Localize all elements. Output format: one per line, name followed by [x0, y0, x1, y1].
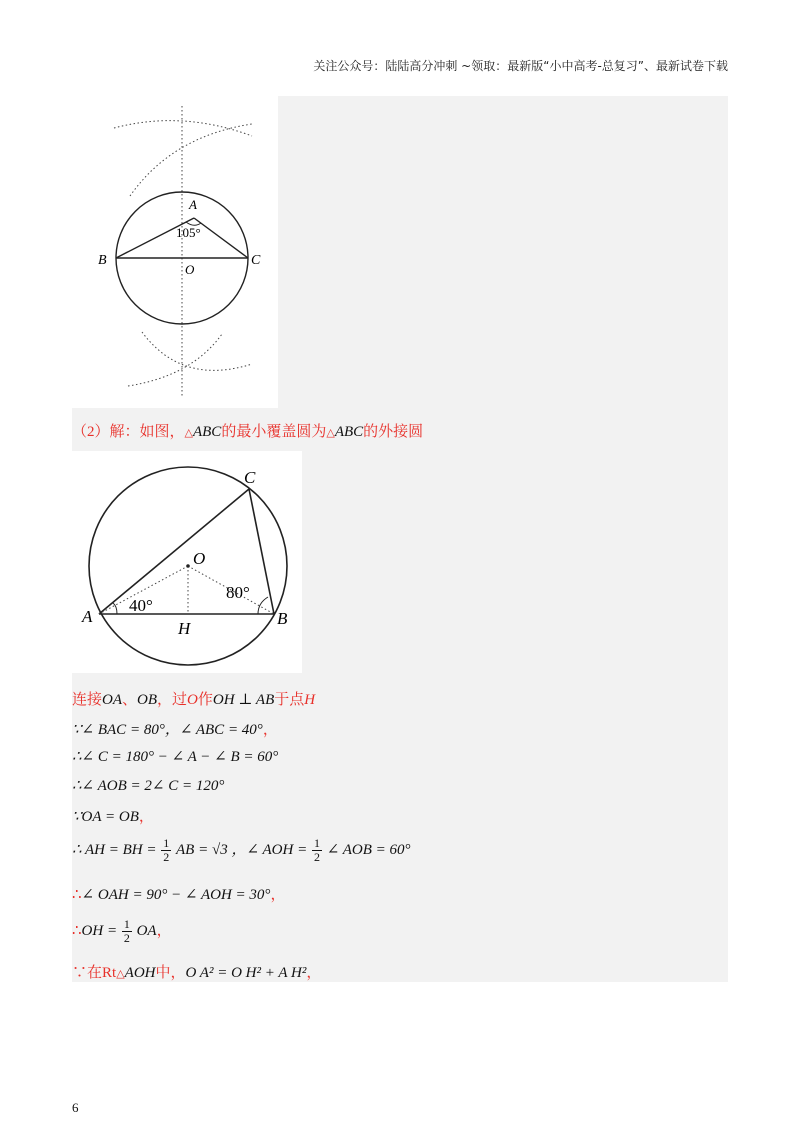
- label-angle-40: 40°: [129, 596, 153, 615]
- label-o: O: [193, 549, 206, 568]
- page-header: 关注公众号：陆陆高分冲刺 ~领取：最新版“小中高考-总复习”、最新试卷下载: [313, 59, 728, 73]
- lower-arc-1: [142, 332, 252, 370]
- fraction-half-2: $\frac{1}{2}$: [313, 836, 320, 864]
- angle-b-arc: [258, 597, 268, 614]
- fraction-half-1: $\frac{1}{2}$: [163, 836, 170, 864]
- figure-construction-svg: [72, 96, 278, 408]
- figure-circumcircle: [72, 451, 302, 673]
- part2-statement: （2）解：如图，△ABC的最小覆盖圆为△ABC的外接圆: [72, 424, 424, 440]
- step-angle-oah: ∴∠ OAH = 90° − ∠ AOH = 30°，: [72, 887, 286, 903]
- label-b: B: [98, 253, 107, 268]
- label-angle-105: 105°: [176, 225, 201, 240]
- step-pythagoras: ∵在Rt△AOH中，O A² = O H² + A H²，: [72, 965, 322, 981]
- label-h: H: [178, 619, 191, 638]
- step-angle-c: ∴∠ C = 180° − ∠ A − ∠ B = 60°: [72, 749, 279, 765]
- page-number: 6: [72, 1100, 79, 1115]
- segment-ac: [194, 218, 248, 258]
- label-a: A: [82, 607, 93, 626]
- step-connect: 连接OA、OB，过O作OH ⊥ AB于点H: [72, 692, 316, 708]
- step-angle-aob: ∴∠ AOB = 2∠ C = 120°: [72, 778, 225, 794]
- segment-bc: [249, 489, 274, 614]
- label-angle-80: 80°: [226, 583, 250, 602]
- label-b: B: [277, 609, 288, 628]
- figure-circumcircle-svg: [72, 451, 302, 673]
- label-a: A: [189, 197, 197, 212]
- label-o: O: [185, 262, 195, 277]
- figure-construction: [72, 96, 278, 408]
- step-oa-equals-ob: ∵OA = OB，: [72, 809, 154, 825]
- step-ah-bh: ∴ AH = BH = $\frac{1}{2}$ AB = √3 ，∠ AOH = $\frac{1}{2}$ ∠ AOB = 60°: [72, 836, 411, 864]
- center-point-o: [186, 564, 190, 568]
- fraction-half-3: $\frac{1}{2}$: [123, 917, 130, 945]
- upper-arc-2: [130, 124, 252, 196]
- label-c: C: [251, 253, 261, 268]
- step-given-angles: ∵∠ BAC = 80°，∠ ABC = 40°，: [72, 722, 278, 738]
- step-oh-half-oa: ∴OH = $\frac{1}{2}$ OA，: [72, 917, 172, 945]
- label-c: C: [244, 468, 256, 487]
- lower-arc-2: [128, 334, 222, 386]
